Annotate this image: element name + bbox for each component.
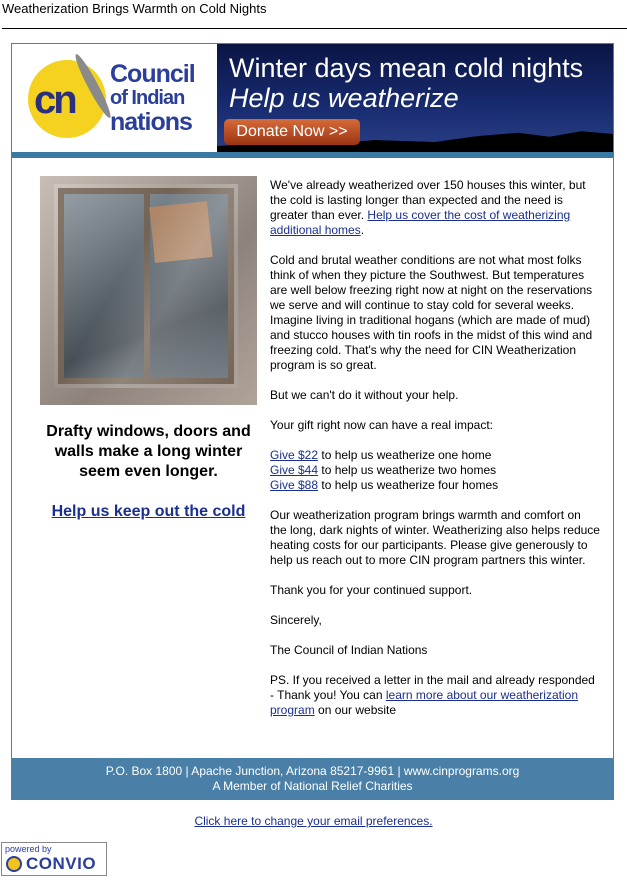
paragraph-program: Our weatherization program brings warmth and comfort on the long, dark nights of winter. Weatherizing also helps reduce heating costs for our participants. Please give generously to help us reach out to more CIN program partners this winter.: [270, 508, 600, 567]
campaign-banner: [12, 44, 613, 152]
cin-logo: [12, 44, 217, 152]
donate-now-button[interactable]: Donate Now >>: [224, 119, 360, 145]
footer-member: A Member of National Relief Charities: [212, 779, 413, 793]
cover-cost-link[interactable]: Help us cover the cost of weatherizing additional homes: [270, 208, 571, 237]
footer-bar: [12, 758, 613, 799]
powered-by-convio-badge[interactable]: [1, 842, 107, 876]
give-22-link[interactable]: Give $22: [270, 448, 319, 462]
footer-address: P.O. Box 1800 | Apache Junction, Arizona 85217-9961 | www.cinprograms.org: [105, 764, 520, 778]
paragraph-sincerely: Sincerely,: [270, 613, 322, 627]
header-divider: [2, 28, 627, 29]
paragraph-southwest: Cold and brutal weather conditions are not what most folks think of when they picture the Southwest. But temperatures are well below freezing right now at night on the reservations we serve and will continue to stay cold for several weeks. Imagine living in traditional hogans (which are made of mud) and stucco houses with tin roofs in the midst of this wind and freezing cold. That's why the need for CIN Weatherization program is so great.: [270, 253, 593, 372]
logo-mark: cn: [34, 78, 75, 122]
paragraph-signature: The Council of Indian Nations: [270, 643, 428, 657]
convio-wordmark: CONVIO: [26, 854, 97, 873]
photo-caption: Drafty windows, doors and walls make a long winter seem even longer.: [46, 423, 251, 480]
paragraph-intro: We've already weatherized over 150 houses this winter, but the cold is lasting longer than expected and the need is greater than ever. Help us cover the cost of weatherizing additional homes.: [270, 178, 586, 237]
paragraph-thanks: Thank you for your continued support.: [270, 583, 473, 597]
keep-out-cold-link[interactable]: Help us keep out the cold: [51, 503, 246, 520]
email-subject: Weatherization Brings Warmth on Cold Nights: [2, 1, 267, 16]
paragraph-help: But we can't do it without your help.: [270, 388, 459, 402]
banner-subheadline: Help us weatherize: [229, 83, 459, 113]
gift-list: Give $22 to help us weatherize one home Give $44 to help us weatherize two homes Give $88 to help us weatherize four homes: [270, 448, 499, 492]
give-44-link[interactable]: Give $44: [270, 463, 319, 477]
convio-logo-icon: [6, 856, 22, 872]
powered-by-label: powered by: [5, 844, 52, 854]
logo-wordmark: Council of Indian nations: [110, 60, 195, 136]
give-88-link[interactable]: Give $88: [270, 478, 319, 492]
learn-more-link[interactable]: learn more about our weatherization program: [270, 688, 578, 717]
banner-headline: Winter days mean cold nights: [229, 53, 584, 83]
letter-body: [270, 178, 600, 733]
paragraph-impact: Your gift right now can have a real impact:: [270, 418, 494, 432]
paragraph-ps: PS. If you received a letter in the mail and already responded - Thank you! You can learn more about our weatherization program on our website: [270, 673, 595, 717]
banner-divider: [12, 152, 613, 158]
window-photo: [40, 176, 257, 405]
email-preferences-link[interactable]: Click here to change your email preferences.: [194, 814, 433, 828]
